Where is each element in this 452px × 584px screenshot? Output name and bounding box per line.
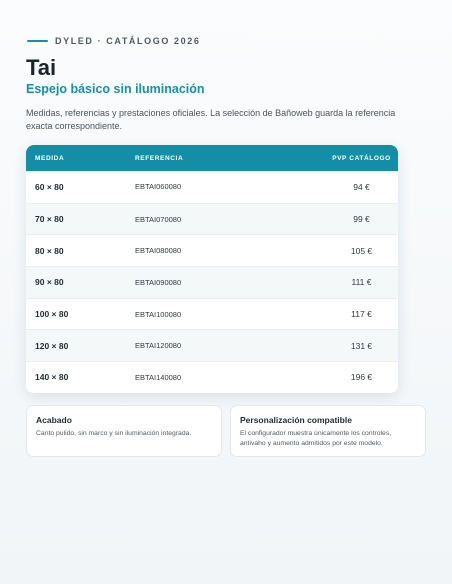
references-table [26, 145, 398, 393]
note-body: El configurador muestra únicamente los controles, antivaho y aumento admitidos por este modelo. [240, 430, 392, 447]
column-header-medida: MEDIDA [35, 154, 65, 162]
note-title: Acabado [36, 415, 72, 425]
cell-referencia: EBTAI090080 [135, 277, 182, 287]
cell-pvp: 196 € [350, 372, 373, 383]
cell-pvp: 131 € [350, 340, 373, 351]
cell-referencia: EBTAI120080 [135, 341, 182, 351]
cell-referencia: EBTAI080080 [135, 246, 182, 256]
eyebrow-accent-bar [27, 40, 48, 43]
cell-medida: 140 × 80 [35, 372, 69, 383]
note-body: Canto pulido, sin marco y sin iluminación integrada. [36, 430, 192, 437]
table-row [26, 266, 398, 298]
column-header-pvp: PVP CATÁLOGO [332, 154, 391, 162]
cell-pvp: 117 € [351, 309, 372, 320]
cell-medida: 70 × 80 [35, 214, 64, 225]
page-title: Tai [26, 55, 57, 80]
table-row [26, 361, 398, 393]
cell-referencia: EBTAI060080 [135, 182, 182, 192]
cell-pvp: 99 € [353, 214, 370, 225]
table-row [26, 171, 398, 203]
intro-text: Medidas, referencias y prestaciones oficiales. La selección de Bañoweb guarda la referencia exacta correspondiente. [26, 108, 396, 131]
table-row [26, 234, 398, 266]
table-row [26, 298, 398, 330]
cell-medida: 60 × 80 [35, 181, 64, 192]
table-row [26, 329, 398, 361]
column-header-referencia: REFERENCIA [135, 154, 184, 162]
cell-medida: 90 × 80 [35, 277, 64, 288]
eyebrow [27, 36, 200, 46]
table-header [26, 145, 398, 171]
customization-note-card [230, 405, 426, 457]
table-row [26, 203, 398, 235]
eyebrow-label: DYLED · CATÁLOGO 2026 [55, 36, 201, 46]
cell-referencia: EBTAI100080 [135, 309, 182, 319]
cell-medida: 80 × 80 [35, 245, 64, 256]
cell-referencia: EBTAI140080 [135, 372, 182, 382]
table-body [26, 171, 398, 393]
cell-medida: 120 × 80 [35, 340, 69, 351]
cell-referencia: EBTAI070080 [135, 214, 182, 224]
note-title: Personalización compatible [240, 415, 352, 425]
cell-pvp: 111 € [351, 277, 372, 288]
cell-pvp: 105 € [350, 245, 373, 256]
finish-note-card [26, 405, 222, 457]
cell-medida: 100 × 80 [35, 309, 69, 320]
cell-pvp: 94 € [353, 181, 370, 192]
page-subtitle: Espejo básico sin iluminación [26, 82, 205, 96]
